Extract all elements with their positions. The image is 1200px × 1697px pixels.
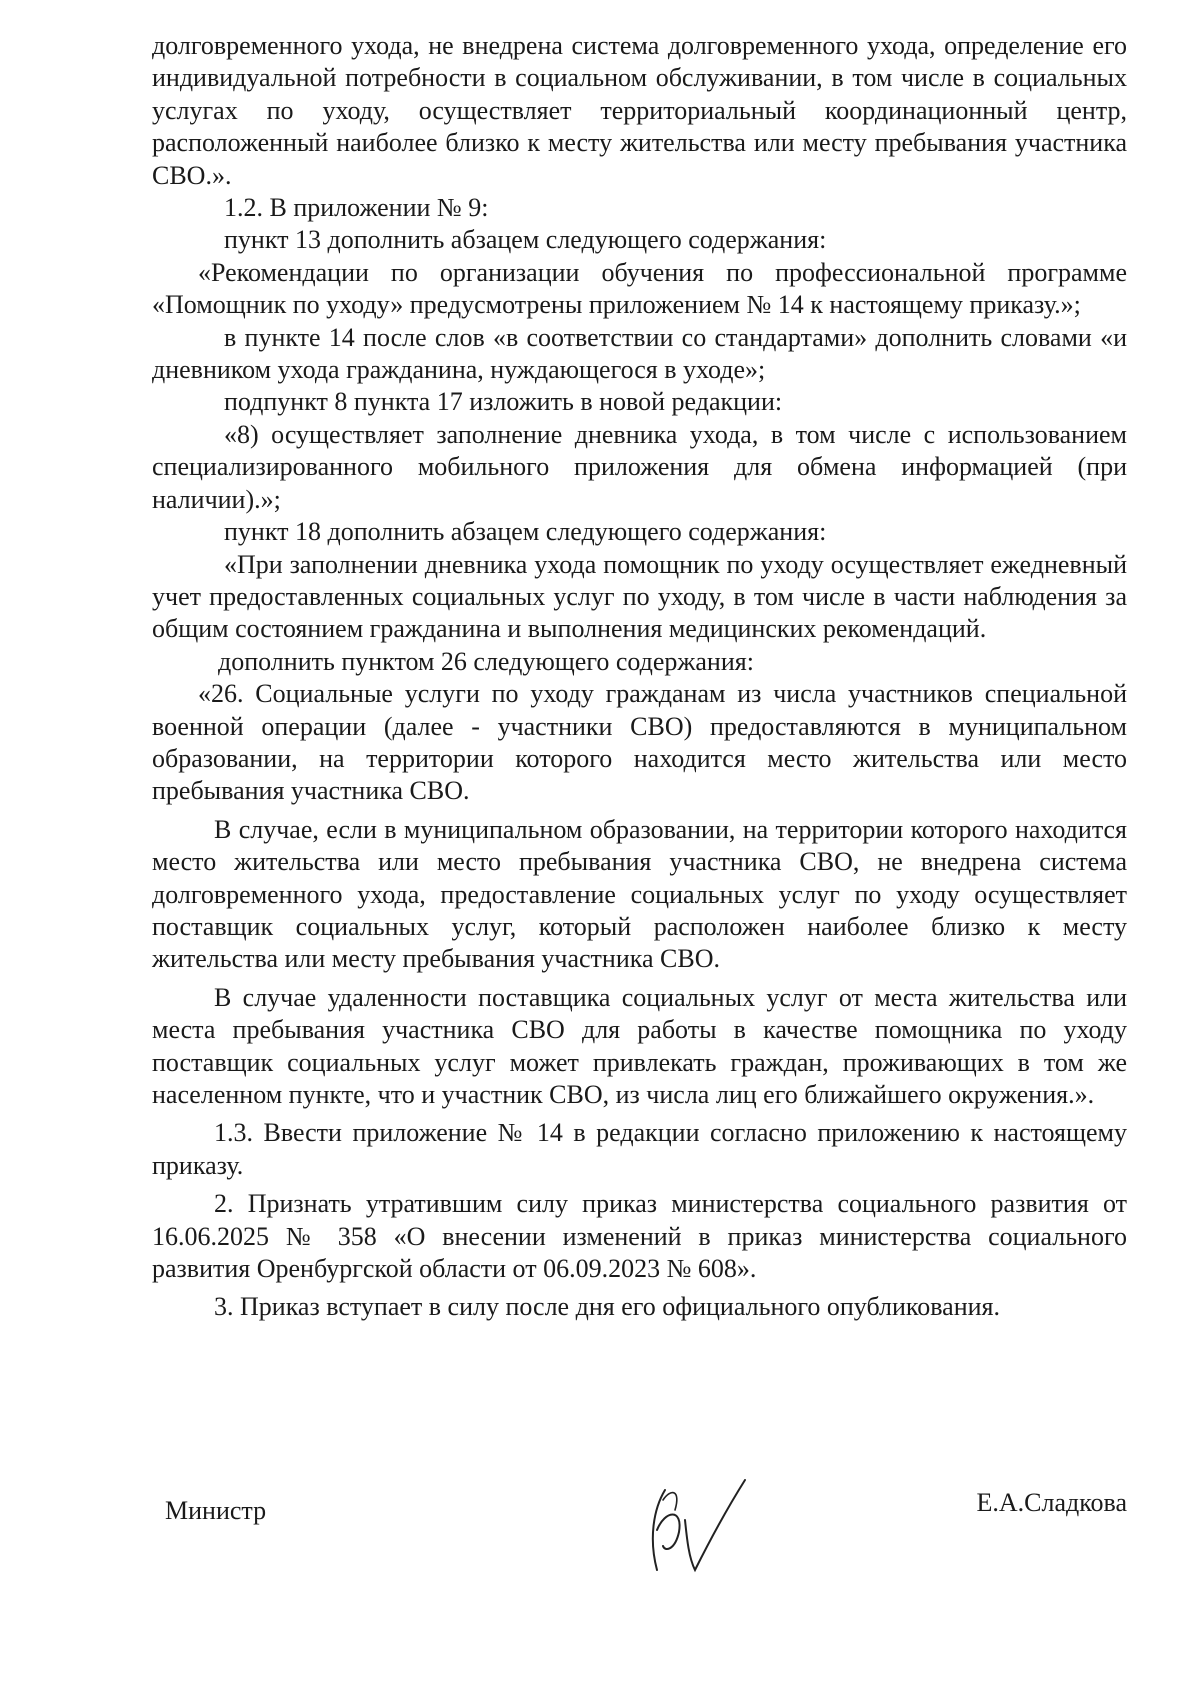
signature-block [165, 1470, 1127, 1590]
paragraph-item-1-3: 1.3. Ввести приложение № 14 в редакции согласно приложению к настоящему приказу. [152, 1118, 1127, 1180]
signatory-title: Министр [165, 1496, 267, 1525]
paragraph-case-remote: В случае удаленности поставщика социальных услуг от места жительства или места пребывания участника СВО для работы в качестве помощника по уходу поставщик социальных услуг может привлекать граждан, проживающих в том же населенном пункте, что и участник СВО, из числа лиц его ближайшего окружения.». [152, 982, 1127, 1109]
document-body [152, 30, 1127, 1324]
paragraph-item-2: 2. Признать утратившим силу приказ министерства социального развития от 16.06.2025 № 358 «О внесении изменений в приказ министерства социального развития Оренбургской области от 06.09.2023 № 608». [152, 1189, 1127, 1284]
paragraph-subpoint-8: подпункт 8 пункта 17 изложить в новой редакции: [224, 387, 783, 417]
paragraph-point-26: дополнить пунктом 26 следующего содержания: [218, 646, 754, 676]
paragraph-point-18-text: «При заполнении дневника ухода помощник по уходу осуществляет ежедневный учет предоставленных социальных услуг по уходу, в том числе в части наблюдения за общим состоянием гражданина и выполнения медицинских рекомендаций. [152, 549, 1127, 644]
paragraph-point-18: пункт 18 дополнить абзацем следующего содержания: [224, 517, 827, 547]
paragraph-point-26-text: «26. Социальные услуги по уходу гражданам из числа участников специальной военной операции (далее - участники СВО) предоставляются в муниципальном образовании, на территории которого находится место жительства или место пребывания участника СВО. [152, 679, 1127, 806]
paragraph-subpoint-8-text: «8) осуществляет заполнение дневника ухода, в том числе с использованием специализированного мобильного приложения для обмена информацией (при наличии).»; [152, 419, 1127, 514]
paragraph-case-no-ltc: В случае, если в муниципальном образовании, на территории которого находится место жительства или место пребывания участника СВО, не внедрена система долговременного ухода, предоставление социальных услуг по уходу осуществляет поставщик социальных услуг, который расположен наиболее близко к месту жительства или месту пребывания участника СВО. [152, 814, 1127, 974]
paragraph-item-3: 3. Приказ вступает в силу после дня его официального опубликования. [214, 1292, 1000, 1322]
paragraph-continuation: долговременного ухода, не внедрена система долговременного ухода, определение его индивидуальной потребности в социальном обслуживании, в том числе в социальных услугах по уходу, осуществляет территориальный координационный центр, расположенный наиболее близко к месту жительства или месту пребывания участника СВО.». [152, 31, 1127, 190]
signatory-name: Е.А.Сладкова [976, 1488, 1127, 1517]
paragraph-point-13: пункт 13 дополнить абзацем следующего содержания: [224, 225, 827, 255]
paragraph-point-14: в пункте 14 после слов «в соответствии со стандартами» дополнить словами «и дневником ухода гражданина, нуждающегося в уходе»; [152, 322, 1127, 385]
paragraph-item-1-2: 1.2. В приложении № 9: [224, 193, 489, 223]
paragraph-recommendations: «Рекомендации по организации обучения по профессиональной программе «Помощник по уходу» предусмотрены приложением № 14 к настоящему приказу.»; [152, 257, 1127, 320]
handwritten-signature [635, 1470, 765, 1590]
